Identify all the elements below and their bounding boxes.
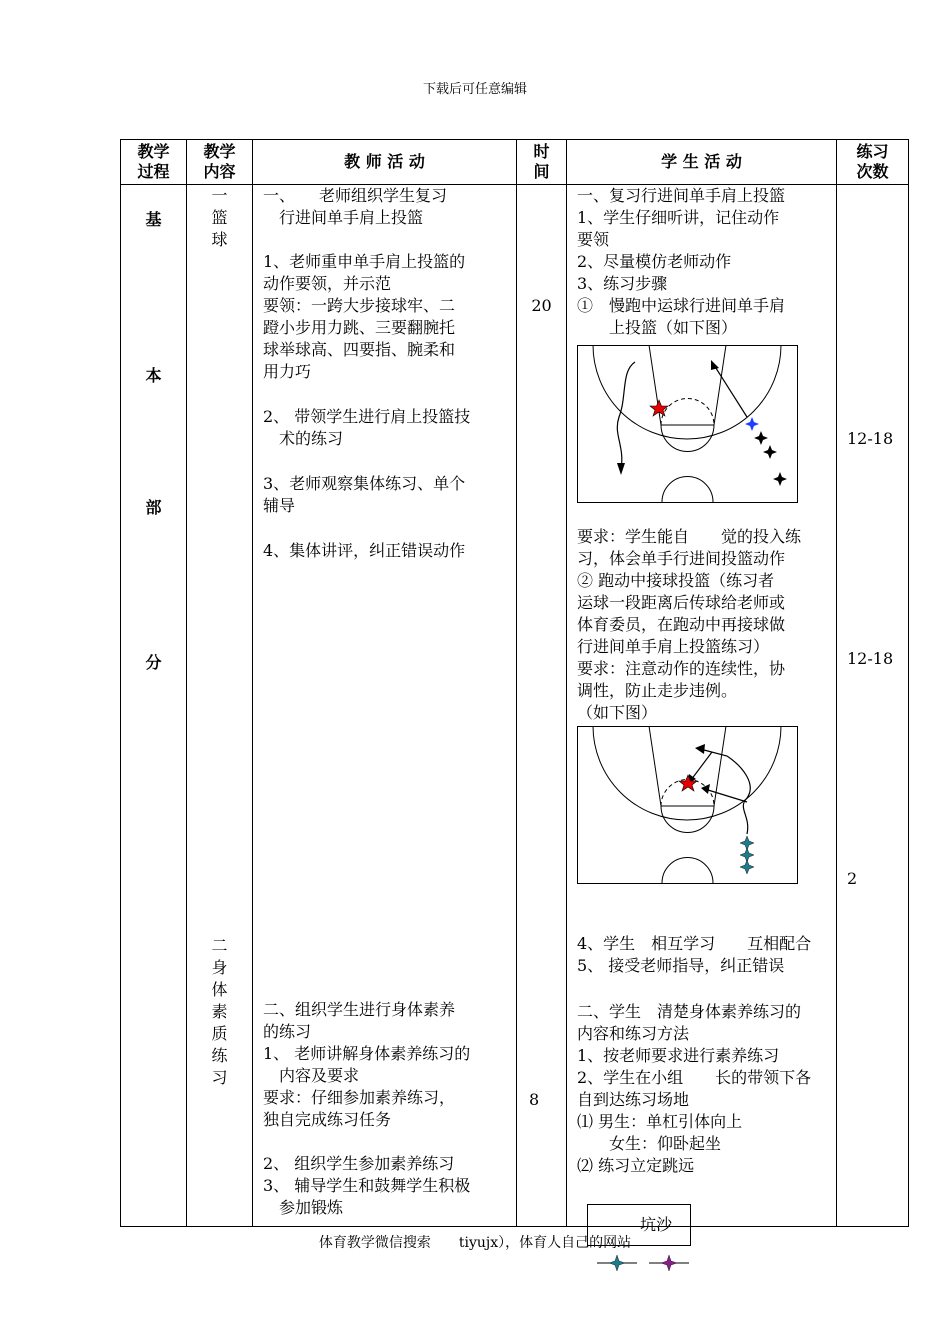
teacher-line: 1、 老师讲解身体素养练习的 xyxy=(263,1044,471,1063)
sandpit-label: 坑沙 xyxy=(640,1215,673,1234)
teacher-line: 参加锻炼 xyxy=(263,1198,344,1217)
star-icon xyxy=(679,775,697,791)
student-line: ① 慢跑中运球行进间单手肩 xyxy=(577,296,786,315)
teacher-line: 4、集体讲评，纠正错误动作 xyxy=(263,541,466,560)
teacher-line: 辅导 xyxy=(263,496,296,515)
content-fitness: 二 身 体 素 质 练 习 xyxy=(211,936,228,1087)
teacher-line: 蹬小步用力跳、三要翻腕托 xyxy=(263,318,456,337)
student-line: 1、学生仔细听讲，记住动作 xyxy=(577,208,780,227)
stage-char: 分 xyxy=(145,653,162,672)
header-row xyxy=(121,140,909,185)
star-icon xyxy=(661,1255,677,1271)
student-line: ⑵ 练习立定跳远 xyxy=(577,1156,695,1175)
teacher-line: 独自完成练习任务 xyxy=(263,1110,392,1129)
col-header-time: 时 间 xyxy=(517,140,567,185)
student-line: ⑴ 男生：单杠引体向上 xyxy=(577,1112,743,1131)
header-note: 下载后可任意编辑 xyxy=(422,82,527,97)
teacher-line: 要领：一跨大步接球牢、二 xyxy=(263,296,456,315)
student-line: 二、学生 清楚身体素养练习的 xyxy=(577,1002,802,1021)
court-diagram-1 xyxy=(577,345,798,503)
count-value: 12-18 xyxy=(847,649,894,668)
student-line: 3、练习步骤 xyxy=(577,274,668,293)
time-value: 8 xyxy=(529,1090,540,1109)
teacher-line: 行进间单手肩上投篮 xyxy=(263,208,424,227)
star-icon xyxy=(609,1255,625,1271)
student-line: 习，体会单手行进间投篮动作 xyxy=(577,549,786,568)
content-basketball: 一 篮 球 xyxy=(211,186,228,249)
student-line: （如下图） xyxy=(577,703,658,722)
star-icon xyxy=(773,472,787,486)
teacher-line: 一、 老师组织学生复习 xyxy=(263,186,448,205)
student-line: ② 跑动中接球投篮（练习者 xyxy=(577,571,775,590)
teacher-cell xyxy=(253,185,517,1227)
footer-note: 体育教学微信搜索 tiyujx），体育人自己的网站 xyxy=(318,1235,632,1251)
count-value: 2 xyxy=(847,869,858,888)
student-line: 2、学生在小组 长的带领下各 xyxy=(577,1068,812,1087)
teacher-line: 球举球高、四要指、腕柔和 xyxy=(263,340,456,359)
student-line: 女生：仰卧起坐 xyxy=(577,1134,722,1153)
lesson-plan-table xyxy=(120,139,909,1234)
col-header-process: 教学 过程 xyxy=(121,140,187,185)
body-row xyxy=(121,185,909,1227)
student-line: 上投篮（如下图） xyxy=(577,318,738,337)
stage-char: 基 xyxy=(145,210,162,229)
student-line: 运球一段距离后传球给老师或 xyxy=(577,593,786,612)
teacher-line: 二、组织学生进行身体素养 xyxy=(263,1000,456,1019)
student-line: 要求：学生能自 觉的投入练 xyxy=(577,527,802,546)
col-header-teacher: 教 师 活 动 xyxy=(253,140,517,185)
student-line: 2、尽量模仿老师动作 xyxy=(577,252,732,271)
col-header-student: 学 生 活 动 xyxy=(567,140,837,185)
stage-cell xyxy=(121,185,187,1227)
student-line: 要领 xyxy=(577,230,610,249)
teacher-line: 2、 带领学生进行肩上投篮技 xyxy=(263,407,471,426)
student-line: 内容和练习方法 xyxy=(577,1024,690,1043)
star-icon xyxy=(740,860,754,874)
teacher-line: 2、 组织学生参加素养练习 xyxy=(263,1154,455,1173)
content-cell xyxy=(187,185,253,1227)
teacher-line: 的练习 xyxy=(263,1022,312,1041)
star-icon xyxy=(754,431,768,445)
col-header-count: 练习 次数 xyxy=(837,140,909,185)
student-line: 1、按老师要求进行素养练习 xyxy=(577,1046,780,1065)
student-line: 要求：注意动作的连续性，协 xyxy=(577,659,786,678)
student-line: 4、学生 相互学习 互相配合 xyxy=(577,934,812,953)
student-line: 调性，防止走步违例。 xyxy=(577,681,738,700)
jump-markers xyxy=(597,1251,697,1273)
star-icon xyxy=(745,417,759,431)
teacher-line: 3、老师观察集体练习、单个 xyxy=(263,474,466,493)
time-value: 20 xyxy=(531,296,552,315)
student-line: 自到达练习场地 xyxy=(577,1090,690,1109)
student-line: 5、 接受老师指导，纠正错误 xyxy=(577,956,785,975)
student-line: 一、复习行进间单手肩上投篮 xyxy=(577,186,786,205)
col-header-content: 教学 内容 xyxy=(187,140,253,185)
student-cell xyxy=(567,185,837,1234)
teacher-line: 3、 辅导学生和鼓舞学生积极 xyxy=(263,1176,471,1195)
teacher-line: 要求：仔细参加素养练习， xyxy=(263,1088,456,1107)
teacher-line: 动作要领，并示范 xyxy=(263,274,392,293)
teacher-line: 内容及要求 xyxy=(263,1066,360,1085)
teacher-line: 用力巧 xyxy=(263,362,312,381)
teacher-line: 1、老师重申单手肩上投篮的 xyxy=(263,252,466,271)
stage-char: 部 xyxy=(145,498,162,517)
count-cell xyxy=(837,185,909,1227)
student-line: 体育委员，在跑动中再接球做 xyxy=(577,615,786,634)
stage-char: 本 xyxy=(145,366,162,385)
time-cell xyxy=(517,185,567,1227)
student-line: 行进间单手肩上投篮练习） xyxy=(577,637,770,656)
count-value: 12-18 xyxy=(847,429,894,448)
teacher-line: 术的练习 xyxy=(263,429,344,448)
court-diagram-2 xyxy=(577,726,798,884)
star-icon xyxy=(763,445,777,459)
